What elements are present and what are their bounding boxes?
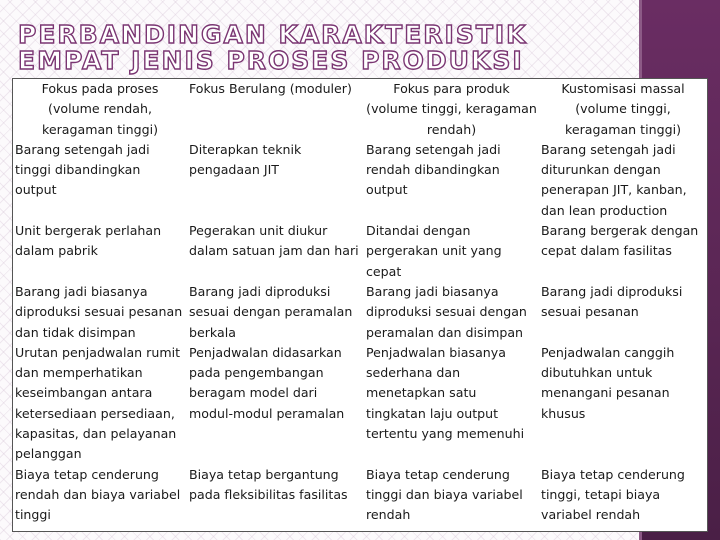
table-cell: Biaya tetap cenderung rendah dan biaya variabel tinggi	[15, 466, 181, 523]
slide-title: PERBANDINGAN KARAKTERISTIK EMPAT JENIS PROSES PRODUKSI	[18, 20, 528, 75]
column-header: Kustomisasi massal (volume tinggi, keragaman tinggi)	[561, 81, 685, 137]
column-header: Fokus Berulang (moduler)	[189, 81, 352, 96]
table-cell: Barang bergerak dengan cepat dalam fasilitas	[541, 223, 699, 259]
table-cell: Barang setengah jadi tinggi dibandingkan output	[15, 141, 150, 198]
table-row	[13, 282, 707, 343]
column-header: Fokus para produk (volume tinggi, keragaman rendah)	[366, 81, 537, 137]
table-cell: Penjadwalan canggih dibutuhkan untuk menangani pesanan khusus	[541, 344, 675, 421]
comparison-table-container	[12, 78, 708, 532]
table-cell: Unit bergerak perlahan dalam pabrik	[15, 223, 162, 259]
table-cell: Biaya tetap cenderung tinggi dan biaya variabel rendah	[366, 466, 523, 523]
table-cell: Barang jadi diproduksi sesuai dengan peramalan berkala	[189, 283, 353, 340]
table-cell: Barang setengah jadi diturunkan dengan penerapan JIT, kanban, dan lean production	[541, 141, 687, 218]
table-cell: Barang jadi diproduksi sesuai pesanan	[541, 283, 683, 320]
table-cell: Urutan penjadwalan rumit dan memperhatikan keseimbangan antara ketersediaan persediaan, kapasitas, dan pelayanan pelanggan	[15, 344, 181, 462]
table-row	[13, 221, 707, 282]
table-cell: Pegerakan unit diukur dalam satuan jam dan hari	[189, 223, 359, 259]
table-header-row	[13, 79, 707, 140]
table-cell: Penjadwalan didasarkan pada pengembangan beragam model dari modul-modul peramalan	[189, 344, 345, 421]
table-cell: Biaya tetap bergantung pada fleksibilitas fasilitas	[189, 466, 348, 502]
table-cell: Biaya tetap cenderung tinggi, tetapi biaya variabel rendah	[541, 466, 685, 523]
table-cell: Diterapkan teknik pengadaan JIT	[189, 141, 302, 178]
table-cell: Barang jadi biasanya diproduksi sesuai pesanan dan tidak disimpan	[15, 283, 183, 340]
comparison-table	[13, 79, 707, 526]
table-row	[13, 465, 707, 526]
table-row	[13, 343, 707, 465]
table-row	[13, 140, 707, 221]
table-cell: Barang setengah jadi rendah dibandingkan output	[366, 141, 501, 198]
table-cell: Ditandai dengan pergerakan unit yang cepat	[366, 223, 502, 279]
column-header: Fokus pada proses (volume rendah, keragaman tinggi)	[41, 81, 159, 137]
table-cell: Barang jadi biasanya diproduksi sesuai dengan peramalan dan disimpan	[366, 283, 527, 340]
table-cell: Penjadwalan biasanya sederhana dan menetapkan satu tingkatan laju output tertentu yang memenuhi	[366, 344, 525, 442]
